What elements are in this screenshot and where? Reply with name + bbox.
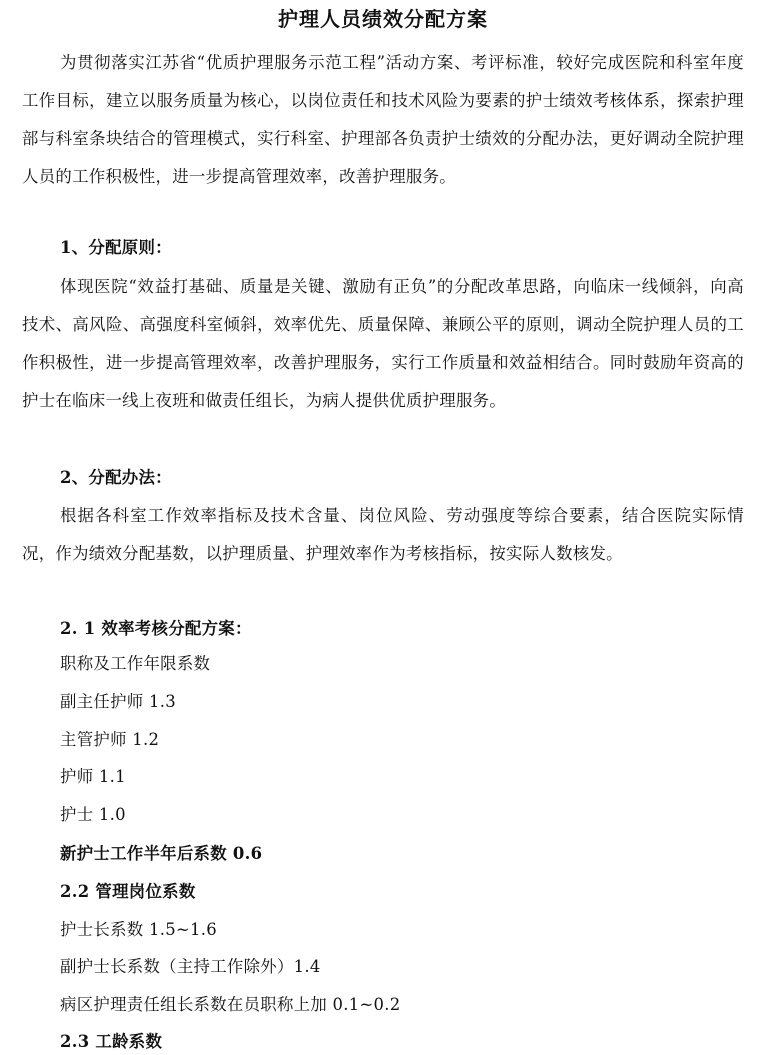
section-1-heading: 1、分配原则：: [60, 238, 172, 257]
management-item: 副护士长系数（主持工作除外）1.4: [60, 957, 321, 976]
coefficient-item: 主管护师 1.2: [60, 730, 160, 749]
section-2-2-heading: 2.2 管理岗位系数: [60, 882, 196, 901]
section-1-body: 体现医院“效益打基础、质量是关键、激励有正负”的分配改革思路，向临床一线倾斜，向高技术、高风险、高强度科室倾斜，效率优先、质量保障、兼顾公平的原则，调动全院护理人员的工作积极性，进一步提高管理效率，改善护理服务，实行工作质量和效益相结合。同时鼓励年资高的护士在临床一线上夜班和做责任组长，为病人提供优质护理服务。: [22, 277, 744, 410]
management-item: 护士长系数 1.5~1.6: [60, 920, 217, 939]
coefficient-item: 副主任护师 1.3: [60, 692, 176, 711]
section-2-1-heading: 2. 1 效率考核分配方案：: [60, 619, 252, 638]
intro-paragraph: 为贯彻落实江苏省“优质护理服务示范工程”活动方案、考评标准，较好完成医院和科室年度工作目标，建立以服务质量为核心，以岗位责任和技术风险为要素的护士绩效考核体系，探索护理部与科室条块结合的管理模式，实行科室、护理部各负责护士绩效的分配办法，更好调动全院护理人员的工作积极性，进一步提高管理效率，改善护理服务。: [22, 53, 744, 186]
section-2-3-heading: 2.3 工龄系数: [60, 1032, 163, 1051]
section-2-body: 根据各科室工作效率指标及技术含量、岗位风险、劳动强度等综合要素，结合医院实际情况，作为绩效分配基数，以护理质量、护理效率作为考核指标，按实际人数核发。: [22, 506, 744, 563]
coefficient-item: 护师 1.1: [60, 767, 126, 786]
management-item: 病区护理责任组长系数在员职称上加 0.1~0.2: [60, 995, 401, 1014]
coefficient-item: 护士 1.0: [60, 805, 126, 824]
section-2-heading: 2、分配办法：: [60, 468, 172, 487]
coefficient-item: 职称及工作年限系数: [60, 654, 211, 673]
new-nurse-coefficient: 新护士工作半年后系数 0.6: [60, 844, 263, 863]
document-title: 护理人员绩效分配方案: [278, 7, 488, 31]
